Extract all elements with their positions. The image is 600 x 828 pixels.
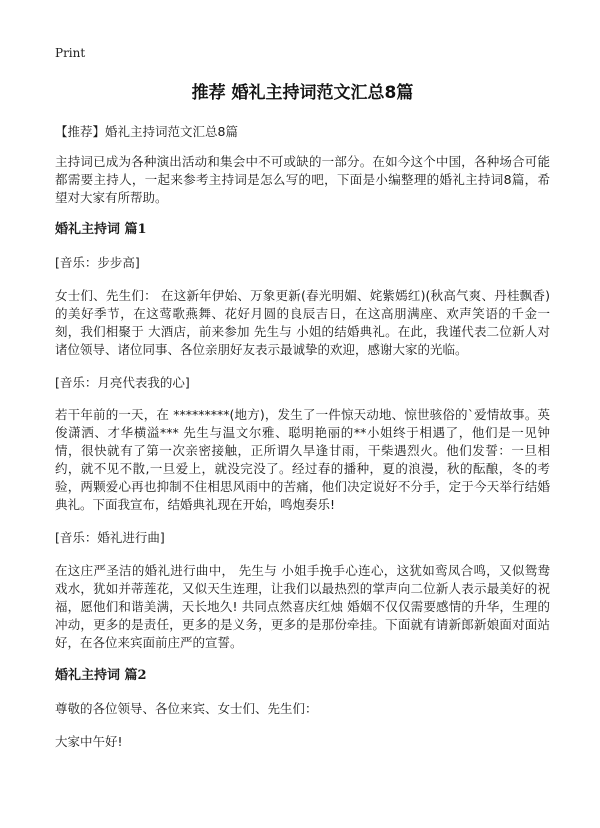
greeting-line: 尊敬的各位领导、各位来宾、女士们、先生们：: [55, 701, 318, 716]
body-paragraph-3: 在这庄严圣洁的婚礼进行曲中， 先生与 小姐手挽手心连心，这犹如鸾凤合鸣，又似鸳鸯戏水，犹如并蒂莲花，又似天生连理，让我们以最热烈的掌声向二位新人表示最美好的祝福，愿他们和谐美满，天长地久! 共同点然喜庆红烛 婚姻不仅仅需要感情的升华，生理的冲动，更多的是责任，更多的是义务，更多的是那份牵挂。下面就有请新郎新娘面对面站好，在各位来宾面前庄严的宣誓。: [55, 563, 550, 650]
recommend-line: 【推荐】婚礼主持词范文汇总8篇: [55, 124, 238, 139]
section-heading-1: 婚礼主持词 篇1: [55, 222, 147, 237]
document-page: [55, 46, 550, 751]
hello-line: 大家中午好!: [55, 734, 123, 749]
body-paragraph-1: 女士们、先生们： 在这新年伊始、万象更新(春光明媚、姹紫嫣红)(秋高气爽、丹桂飘香)的美好季节，在这莺歌燕舞、花好月圆的良辰吉日，在这高朋满座、欢声笑语的千金一刻，我们相聚于 大酒店，前来参加 先生与 小姐的结婚典礼。在此，我谨代表二位新人对诸位领导、诸位同事、各位亲朋好友表示最诚挚的欢迎，感谢大家的光临。: [55, 288, 550, 357]
music-cue-2: [音乐：月亮代表我的心]: [55, 375, 190, 390]
music-cue-3: [音乐：婚礼进行曲]: [55, 530, 165, 545]
page-title: 推荐 婚礼主持词范文汇总8篇: [191, 83, 414, 103]
body-paragraph-2: 若干年前的一天，在 *********(地方)，发生了一件惊天动地、惊世骇俗的`爱情故事。英俊潇洒、才华横溢*** 先生与温文尔雅、聪明艳丽的**小姐终于相遇了，他们是一见钟情，很快就有了第一次亲密接触，正所谓久旱逢甘雨，干柴遇烈火。他们发誓：一旦相约，就不见不散,一旦爱上，就没完没了。经过春的播种，夏的浪漫，秋的酝酿，冬的考验，两颗爱心再也抑制不住相思风雨中的苦痛，他们决定说好不分手，定于今天举行结婚典礼。下面我宣布，结婚典礼现在开始，鸣炮奏乐!: [55, 407, 550, 512]
print-link[interactable]: Print: [55, 46, 86, 60]
music-cue-1: [音乐：步步高]: [55, 255, 140, 270]
intro-paragraph: 主持词已成为各种演出活动和集会中不可或缺的一部分。在如今这个中国，各种场合可能都需要主持人，一起来参考主持词是怎么写的吧，下面是小编整理的婚礼主持词8篇，希望对大家有所帮助。: [55, 154, 550, 205]
section-heading-2: 婚礼主持词 篇2: [55, 668, 147, 683]
